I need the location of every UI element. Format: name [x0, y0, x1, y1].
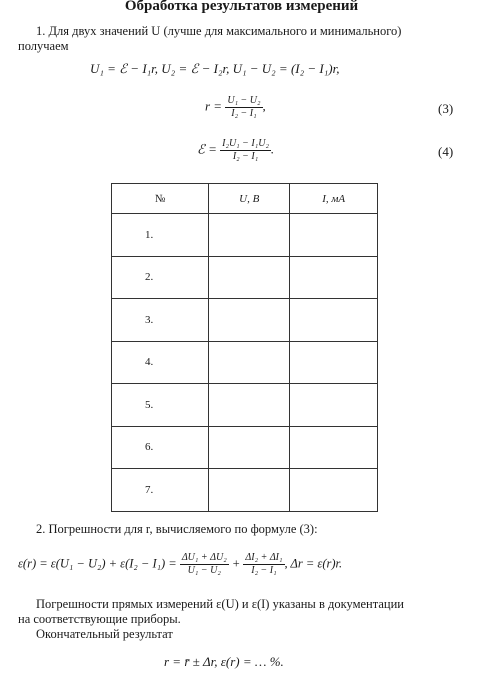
equation-3	[205, 95, 266, 120]
voltage-cell	[209, 426, 290, 469]
table-row	[112, 256, 378, 299]
error-tail: , Δr = ε(r)r.	[284, 556, 343, 571]
column-header-current: I, мА	[290, 184, 378, 214]
equation-3-numerator: U₁ − U₂	[227, 95, 261, 106]
intro-line-1: 1. Для двух значений U (лучше для максимального и минимального)	[36, 24, 402, 38]
equation-3-denominator: I₂ − I₁	[231, 108, 257, 119]
error-fraction-current	[243, 552, 284, 577]
table-row	[112, 469, 378, 512]
row-number: 3.	[112, 299, 209, 342]
error-plus: +	[231, 556, 241, 571]
voltage-cell	[209, 256, 290, 299]
voltage-cell	[209, 469, 290, 512]
current-cell	[290, 214, 378, 257]
voltage-cell	[209, 214, 290, 257]
paragraph-line-1: Погрешности прямых измерений ε(U) и ε(I) указаны в документации	[36, 597, 404, 611]
table-row	[112, 341, 378, 384]
paragraph-line-2: на соответствующие приборы.	[18, 612, 181, 626]
page-title: Обработка результатов измерений	[124, 0, 359, 14]
current-cell	[290, 384, 378, 427]
result-equation: r = r̄ ± Δr, ε(r) = … %.	[164, 654, 284, 669]
table-row	[112, 214, 378, 257]
error-fraction-voltage-denominator: U₁ − U₂	[187, 565, 221, 576]
table-row	[112, 384, 378, 427]
error-fraction-current-numerator: ΔI₂ + ΔI₁	[245, 552, 283, 563]
equation-3-label: (3)	[438, 101, 454, 116]
row-number: 2.	[112, 256, 209, 299]
equation-4-denominator: I₂ − I₁	[232, 151, 259, 162]
table-row	[112, 426, 378, 469]
error-equation	[18, 552, 342, 577]
voltage-cell	[209, 384, 290, 427]
current-cell	[290, 299, 378, 342]
result-label: Окончательный результат	[36, 627, 173, 641]
current-cell	[290, 469, 378, 512]
current-cell	[290, 341, 378, 384]
equation-4-fraction	[220, 138, 271, 163]
equation-main: U₁ = ℰ − I₁r, U₂ = ℰ − I₂r, U₁ − U₂ = (I₂ − I₁)r,	[90, 61, 340, 76]
equation-3-fraction	[225, 95, 262, 120]
equation-4-label: (4)	[438, 144, 454, 159]
section-2-heading: 2. Погрешности для r, вычисляемого по формуле (3):	[36, 522, 318, 536]
voltage-cell	[209, 299, 290, 342]
equation-4-numerator: I₂U₁ − I₁U₂	[222, 138, 269, 149]
error-fraction-voltage	[180, 552, 229, 577]
table-row	[112, 299, 378, 342]
measurements-table	[111, 183, 378, 512]
row-number: 1.	[112, 214, 209, 257]
equation-4-tail: .	[270, 141, 275, 157]
row-number: 6.	[112, 426, 209, 469]
current-cell	[290, 426, 378, 469]
row-number: 4.	[112, 341, 209, 384]
error-lhs: ε(r) = ε(U₁ − U₂) + ε(I₂ − I₁) =	[18, 556, 177, 571]
table-header-row	[112, 184, 378, 214]
equation-4	[197, 138, 274, 163]
equation-3-lhs: r =	[205, 98, 223, 114]
equation-4-lhs: ℰ =	[197, 141, 217, 157]
column-header-voltage: U, В	[209, 184, 290, 214]
voltage-cell	[209, 341, 290, 384]
error-fraction-voltage-numerator: ΔU₁ + ΔU₂	[181, 552, 227, 563]
row-number: 7.	[112, 469, 209, 512]
intro-line-2: получаем	[18, 39, 69, 53]
row-number: 5.	[112, 384, 209, 427]
equation-3-tail: ,	[262, 98, 266, 114]
column-header-number: №	[112, 184, 209, 214]
error-fraction-current-denominator: I₂ − I₁	[251, 565, 277, 576]
current-cell	[290, 256, 378, 299]
